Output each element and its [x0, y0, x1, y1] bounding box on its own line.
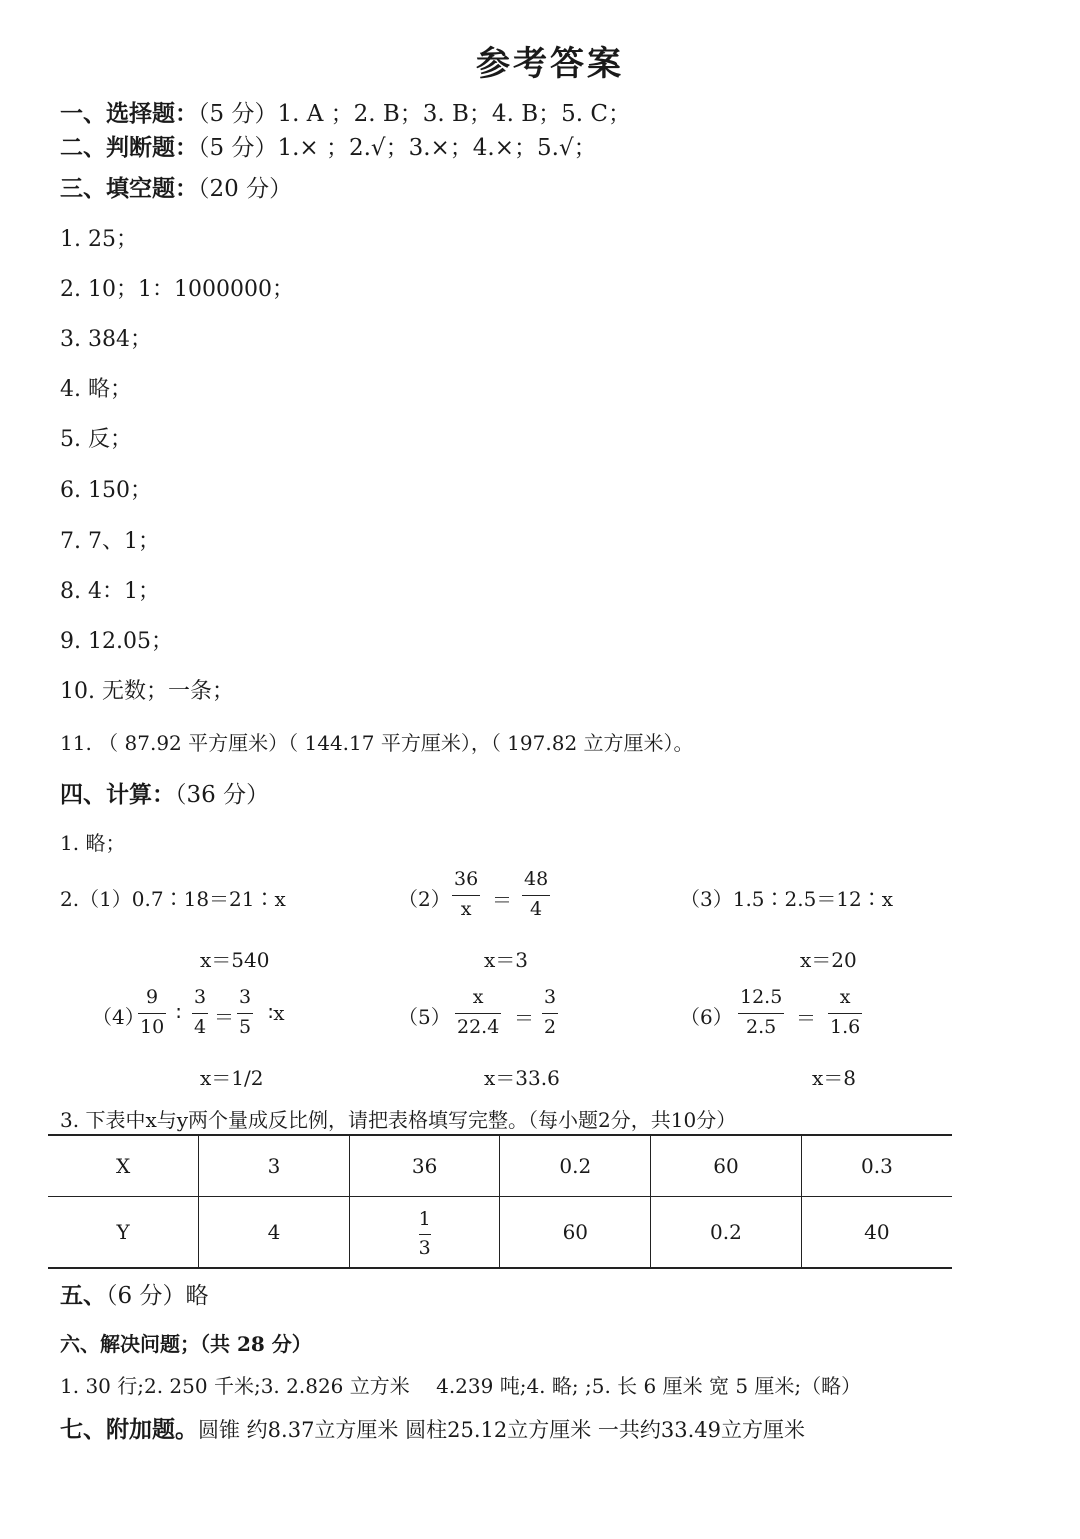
- numerator: 3: [194, 986, 207, 1008]
- numerator: 3: [239, 986, 252, 1008]
- section-6-label: 六、解决问题；（共 28 分）: [60, 1332, 312, 1356]
- fill-item: 7. 7、1；: [60, 529, 160, 554]
- table-cell: Y: [48, 1197, 199, 1269]
- equals-sign: ＝: [214, 1005, 234, 1029]
- denominator: 3: [418, 1237, 431, 1259]
- table-cell: X: [48, 1135, 199, 1197]
- fill-item: 8. 4：1；: [60, 579, 160, 604]
- equals-sign: ＝: [796, 1006, 816, 1030]
- numerator: x: [839, 986, 851, 1008]
- table-cell: 60: [500, 1197, 651, 1269]
- fill-item: 9. 12.05；: [60, 629, 173, 654]
- section-judge-label: 二、判断题：: [60, 134, 198, 161]
- fill-item: 6. 150；: [60, 478, 152, 503]
- calc-problem-1: 2.（1）0.7∶18＝21∶x: [60, 887, 286, 911]
- fraction: [455, 988, 501, 1037]
- section-choice-answers: （5 分）1. A ；2. B；3. B；4. B；5. C；: [198, 101, 631, 127]
- section-7-text: 圆锥 约8.37立方厘米 圆柱25.12立方厘米 一共约33.49立方厘米: [198, 1418, 806, 1442]
- fraction: [738, 988, 784, 1037]
- denominator: 5: [239, 1016, 252, 1038]
- calc-answer-1: x＝540: [200, 948, 270, 972]
- section-judge-answers: （5 分）1.× ；2.√；3.×；4.×；5.√；: [198, 135, 597, 161]
- numerator: 1: [418, 1208, 431, 1230]
- calc-problem-6-label: （6）: [680, 1005, 733, 1029]
- section-calc: [60, 776, 269, 809]
- table-cell: 36: [349, 1135, 500, 1197]
- equals-sign: ＝: [492, 888, 512, 912]
- table-cell: 4: [199, 1197, 350, 1269]
- fill-item: 11. （ 87.92 平方厘米）（ 144.17 平方厘米），（ 197.82 立方厘米）。: [60, 731, 694, 755]
- numerator: 3: [544, 986, 557, 1008]
- section-fill-label: 三、填空题：: [60, 175, 198, 202]
- denominator: 2.5: [746, 1016, 777, 1038]
- table-row-y: [48, 1197, 952, 1269]
- calc-problem-2-label: （2）: [398, 887, 451, 911]
- table-row-x: [48, 1135, 952, 1197]
- inverse-proportion-table: [48, 1134, 952, 1269]
- fraction: [522, 870, 550, 919]
- calc-problem-4-label: （4）: [92, 1005, 145, 1029]
- fill-item: 3. 384；: [60, 327, 152, 352]
- table-cell-fraction: [349, 1197, 500, 1269]
- fill-item: 4. 略；: [60, 377, 132, 402]
- solve-answers: 1. 30 行;2. 250 千米;3. 2.826 立方米 4.239 吨;4. 略; ;5. 长 6 厘米 宽 5 厘米;（略）: [60, 1374, 862, 1398]
- table-cell: 3: [199, 1135, 350, 1197]
- section-fill: [60, 170, 292, 203]
- section-5-label: 五、: [60, 1282, 106, 1309]
- calc-answer-6: x＝8: [812, 1066, 857, 1090]
- section-calc-label: 四、计算：: [60, 781, 175, 808]
- calc-answer-5: x＝33.6: [484, 1066, 560, 1090]
- equals-sign: ＝: [514, 1006, 534, 1030]
- section-5: [60, 1277, 208, 1310]
- fraction: [452, 870, 480, 919]
- section-choice: [60, 95, 631, 128]
- calc-answer-4: x＝1/2: [200, 1066, 264, 1090]
- fraction: [419, 1210, 431, 1258]
- calc-problem-5-label: （5）: [398, 1005, 451, 1029]
- section-5-text: （6 分）略: [106, 1283, 209, 1309]
- numerator: 36: [454, 868, 479, 890]
- fraction: [192, 988, 208, 1037]
- table-cell: 60: [651, 1135, 802, 1197]
- section-calc-score: （36 分）: [175, 782, 270, 808]
- fraction: [237, 988, 253, 1037]
- denominator: 22.4: [457, 1016, 500, 1038]
- fill-item: 10. 无数；一条；: [60, 679, 234, 704]
- fill-item: 1. 25；: [60, 227, 138, 252]
- denominator: 1.6: [830, 1016, 861, 1038]
- page-title: 参考答案: [476, 44, 624, 84]
- section-choice-label: 一、选择题：: [60, 100, 198, 127]
- denominator: 10: [140, 1016, 165, 1038]
- calc-answer-2: x＝3: [484, 948, 529, 972]
- numerator: 9: [146, 986, 159, 1008]
- section-7-label: 七、附加题。: [60, 1416, 198, 1443]
- section-7: [60, 1411, 805, 1444]
- calc-item-1: 1. 略；: [60, 831, 126, 855]
- calc-answer-3: x＝20: [800, 948, 857, 972]
- table-cell: 0.2: [500, 1135, 651, 1197]
- denominator: x: [460, 898, 472, 920]
- fill-item: 5. 反；: [60, 427, 132, 452]
- fraction: [138, 988, 166, 1037]
- numerator: x: [472, 986, 484, 1008]
- section-judge: [60, 129, 597, 162]
- denominator: 4: [530, 898, 543, 920]
- calc-item-3: 3. 下表中x与y两个量成反比例，请把表格填写完整。（每小题2分，共10分）: [60, 1108, 737, 1132]
- numerator: 12.5: [740, 986, 783, 1008]
- fraction: [828, 988, 862, 1037]
- section-fill-score: （20 分）: [198, 176, 293, 202]
- fraction: [542, 988, 558, 1037]
- table-cell: 0.3: [801, 1135, 952, 1197]
- ratio-tail: ∶x: [268, 1001, 285, 1025]
- denominator: 4: [194, 1016, 207, 1038]
- table-cell: 40: [801, 1197, 952, 1269]
- calc-problem-3: （3）1.5∶2.5＝12∶x: [680, 887, 894, 911]
- ratio-sign: ∶: [176, 1001, 182, 1025]
- table-cell: 0.2: [651, 1197, 802, 1269]
- denominator: 2: [544, 1016, 557, 1038]
- fill-item: 2. 10；1：1000000；: [60, 277, 294, 302]
- numerator: 48: [524, 868, 549, 890]
